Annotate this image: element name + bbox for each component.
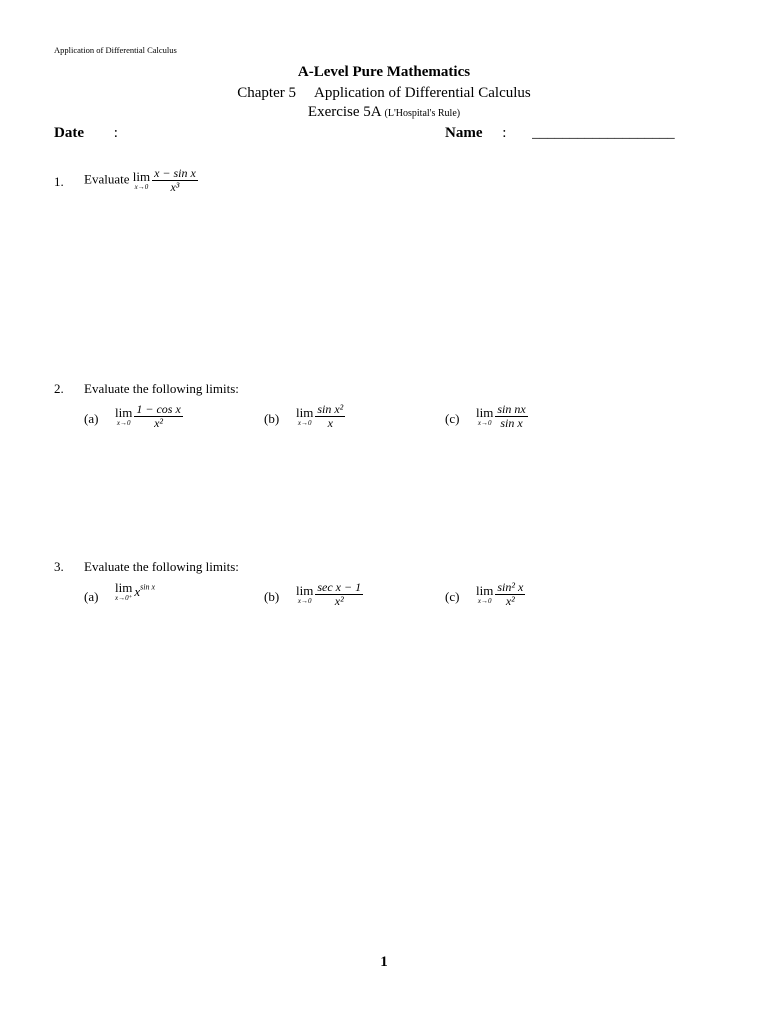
question-3-part-c-label: (c) xyxy=(445,589,460,604)
question-3-part-b-label: (b) xyxy=(264,589,280,604)
question-3-part-b: lim x→0 $\frac{\text{sec x − 1}}{\text{x²}}$ xyxy=(296,580,362,608)
chapter-heading xyxy=(0,85,768,102)
date-field xyxy=(54,125,118,142)
fraction: $\frac{\text{x − sin x}}{\text{x³}}$ xyxy=(154,166,196,194)
question-2-part-b: lim x→0 $\frac{\text{sin x²}}{x}$ xyxy=(296,402,344,430)
question-2-part-a-label: (a) xyxy=(84,411,99,426)
question-3-number: 3. xyxy=(54,559,64,574)
date-label: Date xyxy=(54,125,84,141)
page-number: 1 xyxy=(380,954,388,970)
question-3-part-c: lim x→0 $\frac{\text{sin² x}}{\text{x²}}$ xyxy=(476,580,524,608)
question-2-number: 2. xyxy=(54,381,64,396)
name-colon: : xyxy=(502,125,507,141)
question-2-part-c-label: (c) xyxy=(445,411,460,426)
question-2-part-a: lim x→0 $\frac{\text{1 − cos x}}{\text{x²}}$ xyxy=(115,402,181,430)
date-colon: : xyxy=(113,125,118,141)
limit-operator: lim x→0 xyxy=(132,168,151,191)
question-2-part-c: lim x→0 $\frac{\text{sin nx}}{\text{sin x}}$ xyxy=(476,402,526,430)
question-1 xyxy=(84,167,198,194)
question-3-prompt: Evaluate the following limits: xyxy=(84,559,239,574)
name-blank-line: ___________________ xyxy=(532,125,675,141)
document-title: A-Level Pure Mathematics xyxy=(297,64,471,80)
chapter-name: Application of Differential Calculus xyxy=(313,85,531,101)
exercise-heading xyxy=(0,104,768,121)
chapter-number: Chapter 5 xyxy=(237,85,296,101)
question-2-part-b-label: (b) xyxy=(264,411,280,426)
question-3-part-a: lim x→0⁺ $x^{sin x}$ xyxy=(115,580,156,602)
exercise-note: (L'Hospital's Rule) xyxy=(384,108,461,119)
name-label: Name xyxy=(445,125,483,141)
running-header: Application of Differential Calculus xyxy=(54,45,177,55)
question-3-part-a-label: (a) xyxy=(84,589,99,604)
exercise-label: Exercise 5A xyxy=(307,104,381,120)
question-1-prompt: Evaluate xyxy=(84,171,130,187)
name-field xyxy=(445,125,675,142)
question-2-prompt: Evaluate the following limits: xyxy=(84,381,239,396)
question-1-number: 1. xyxy=(54,174,64,189)
